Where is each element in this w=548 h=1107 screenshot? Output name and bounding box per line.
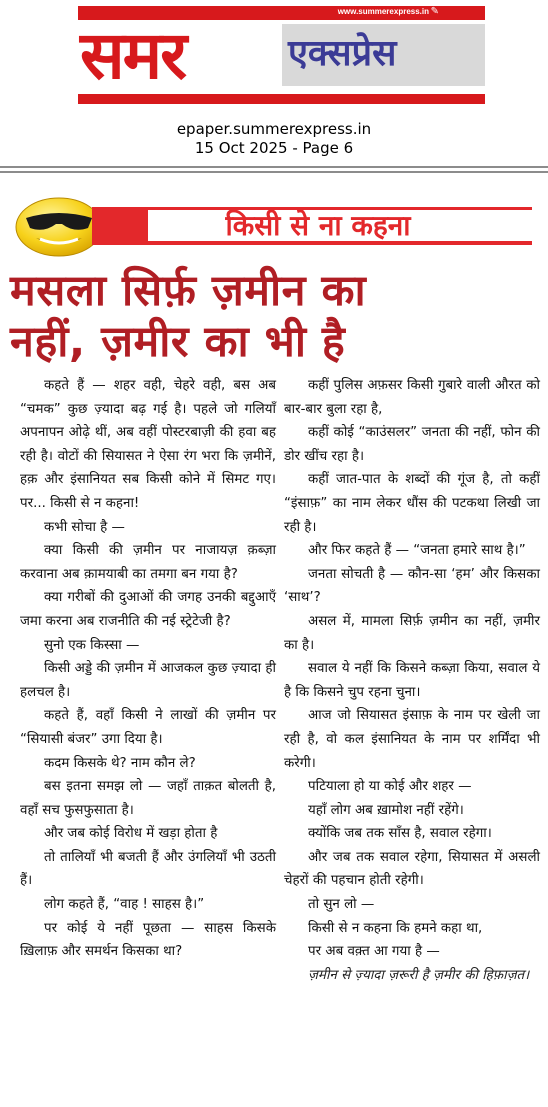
paragraph: कभी सोचा है — xyxy=(44,519,125,535)
headline-line-2: नहीं, ज़मीर का भी है xyxy=(10,317,346,367)
masthead-url: www.summerexpress.in xyxy=(337,7,429,16)
paragraph: यहाँ लोग अब ख़ामोश नहीं रहेंगे। xyxy=(308,802,464,818)
paragraph: लोग कहते हैं, “वाह ! साहस है।” xyxy=(44,897,205,913)
paragraph: कहीं जात-पात के शब्दों की गूंज है, तो कहीं “इंसाफ़” का नाम लेकर धौंस की पटकथा लिखी जा रही है। xyxy=(284,472,540,535)
divider xyxy=(0,171,548,173)
edition-date-page: 15 Oct 2025 - Page 6 xyxy=(194,139,354,157)
paragraph: क्या किसी की ज़मीन पर नाजायज़ क़ब्ज़ा करवाना अब क़ामयाबी का तमगा बन गया है? xyxy=(20,543,276,582)
paragraph: क्या गरीबों की दुआओं की जगह उनकी बद्दुआएँ जमा करना अब राजनीति की नई स्ट्रेटेजी है? xyxy=(20,590,276,629)
paragraph: कदम किसके थे? नाम कौन ले? xyxy=(44,755,196,771)
masthead-subtitle: एक्सप्रेस xyxy=(288,33,397,74)
headline-line-1: मसला सिर्फ़ ज़मीन का xyxy=(10,266,367,316)
paragraph: पर कोई ये नहीं पूछता — साहस किसके ख़िलाफ़ और समर्थन किसका था? xyxy=(20,920,276,960)
pen-icon: ✎ xyxy=(430,6,439,17)
paragraph: आज जो सियासत इंसाफ़ के नाम पर खेली जा रही है, वो कल इंसानियत के नाम पर शर्मिंदा भी करेगी। xyxy=(284,708,540,771)
edition-site: epaper.summerexpress.in xyxy=(176,120,372,138)
paragraph: तो तालियाँ भी बजती हैं और उंगलियाँ भी उठती हैं। xyxy=(20,849,276,889)
paragraph: सवाल ये नहीं कि किसने कब्ज़ा किया, सवाल ये है कि किसने चुप रहना चुना। xyxy=(284,661,540,700)
article-column-right xyxy=(284,374,540,987)
paragraph: तो सुन लो — xyxy=(308,897,375,913)
paragraph: जनता सोचती है — कौन-सा ‘हम’ और किसका ‘साथ’? xyxy=(284,566,540,606)
paragraph: किसी से न कहना कि हमने कहा था, xyxy=(308,920,483,936)
paragraph: और जब तक सवाल रहेगा, सियासत में असली चेहरों की पहचान होती रहेगी। xyxy=(284,849,540,889)
paragraph: पर अब वक़्त आ गया है — xyxy=(308,944,440,960)
paragraph: किसी अड्डे की ज़मीन में आजकल कुछ ज़्यादा ही हलचल है। xyxy=(20,661,276,700)
paragraph: और फिर कहते हैं — “जनता हमारे साथ है।” xyxy=(308,543,526,559)
paragraph: सुनो एक किस्सा — xyxy=(44,637,140,653)
paragraph: पटियाला हो या कोई और शहर — xyxy=(308,779,472,795)
paragraph: असल में, मामला सिर्फ़ ज़मीन का नहीं, ज़मीर का है। xyxy=(284,613,540,653)
paragraph: कहीं पुलिस अफ़सर किसी गुबारे वाली औरत को बार-बार बुला रहा है, xyxy=(284,378,540,417)
headline xyxy=(10,266,540,368)
paragraph: और जब कोई विरोध में खड़ा होता है xyxy=(44,826,218,842)
column-title: किसी से ना कहना xyxy=(225,209,411,242)
smiley-sunglasses-icon xyxy=(14,196,104,258)
masthead-logo: समर xyxy=(80,17,186,94)
paragraph: बस इतना समझ लो — जहाँ ताक़त बोलती है, वहाँ सच फुसफुसाता है। xyxy=(20,779,276,818)
paragraph: कहते हैं — शहर वही, चेहरे वही, बस अब “चमक” कुछ ज़्यादा बढ़ गई है। पहले जो गलियाँ अपनापन ओढ़े थीं, अब वहीं पोस्टरबाज़ी की हवा बह रही है। वोटों की सियासत ने ऐसा रंग भरा कि ज़मीनें, हक़ और इंसानियत सब किसी कोने में सिमट गए। पर... किसी से न कहना! xyxy=(20,378,276,511)
paragraph: कहते हैं, वहाँ किसी ने लाखों की ज़मीन पर “सियासी बंजर” उगा दिया है। xyxy=(20,708,276,747)
paragraph: क्योंकि जब तक साँस है, सवाल रहेगा। xyxy=(308,826,492,842)
masthead-bottom-strip xyxy=(78,94,485,104)
closing-line: ज़मीन से ज़्यादा ज़रूरी है ज़मीर की हिफ़ाज़त। xyxy=(308,967,530,983)
column-banner xyxy=(92,207,532,245)
edition-info xyxy=(0,120,548,158)
divider xyxy=(0,166,548,168)
paragraph: कहीं कोई “काउंसलर” जनता की नहीं, फोन की डोर खींच रहा है। xyxy=(284,425,540,464)
masthead xyxy=(78,6,485,105)
article-column-left xyxy=(20,374,276,964)
